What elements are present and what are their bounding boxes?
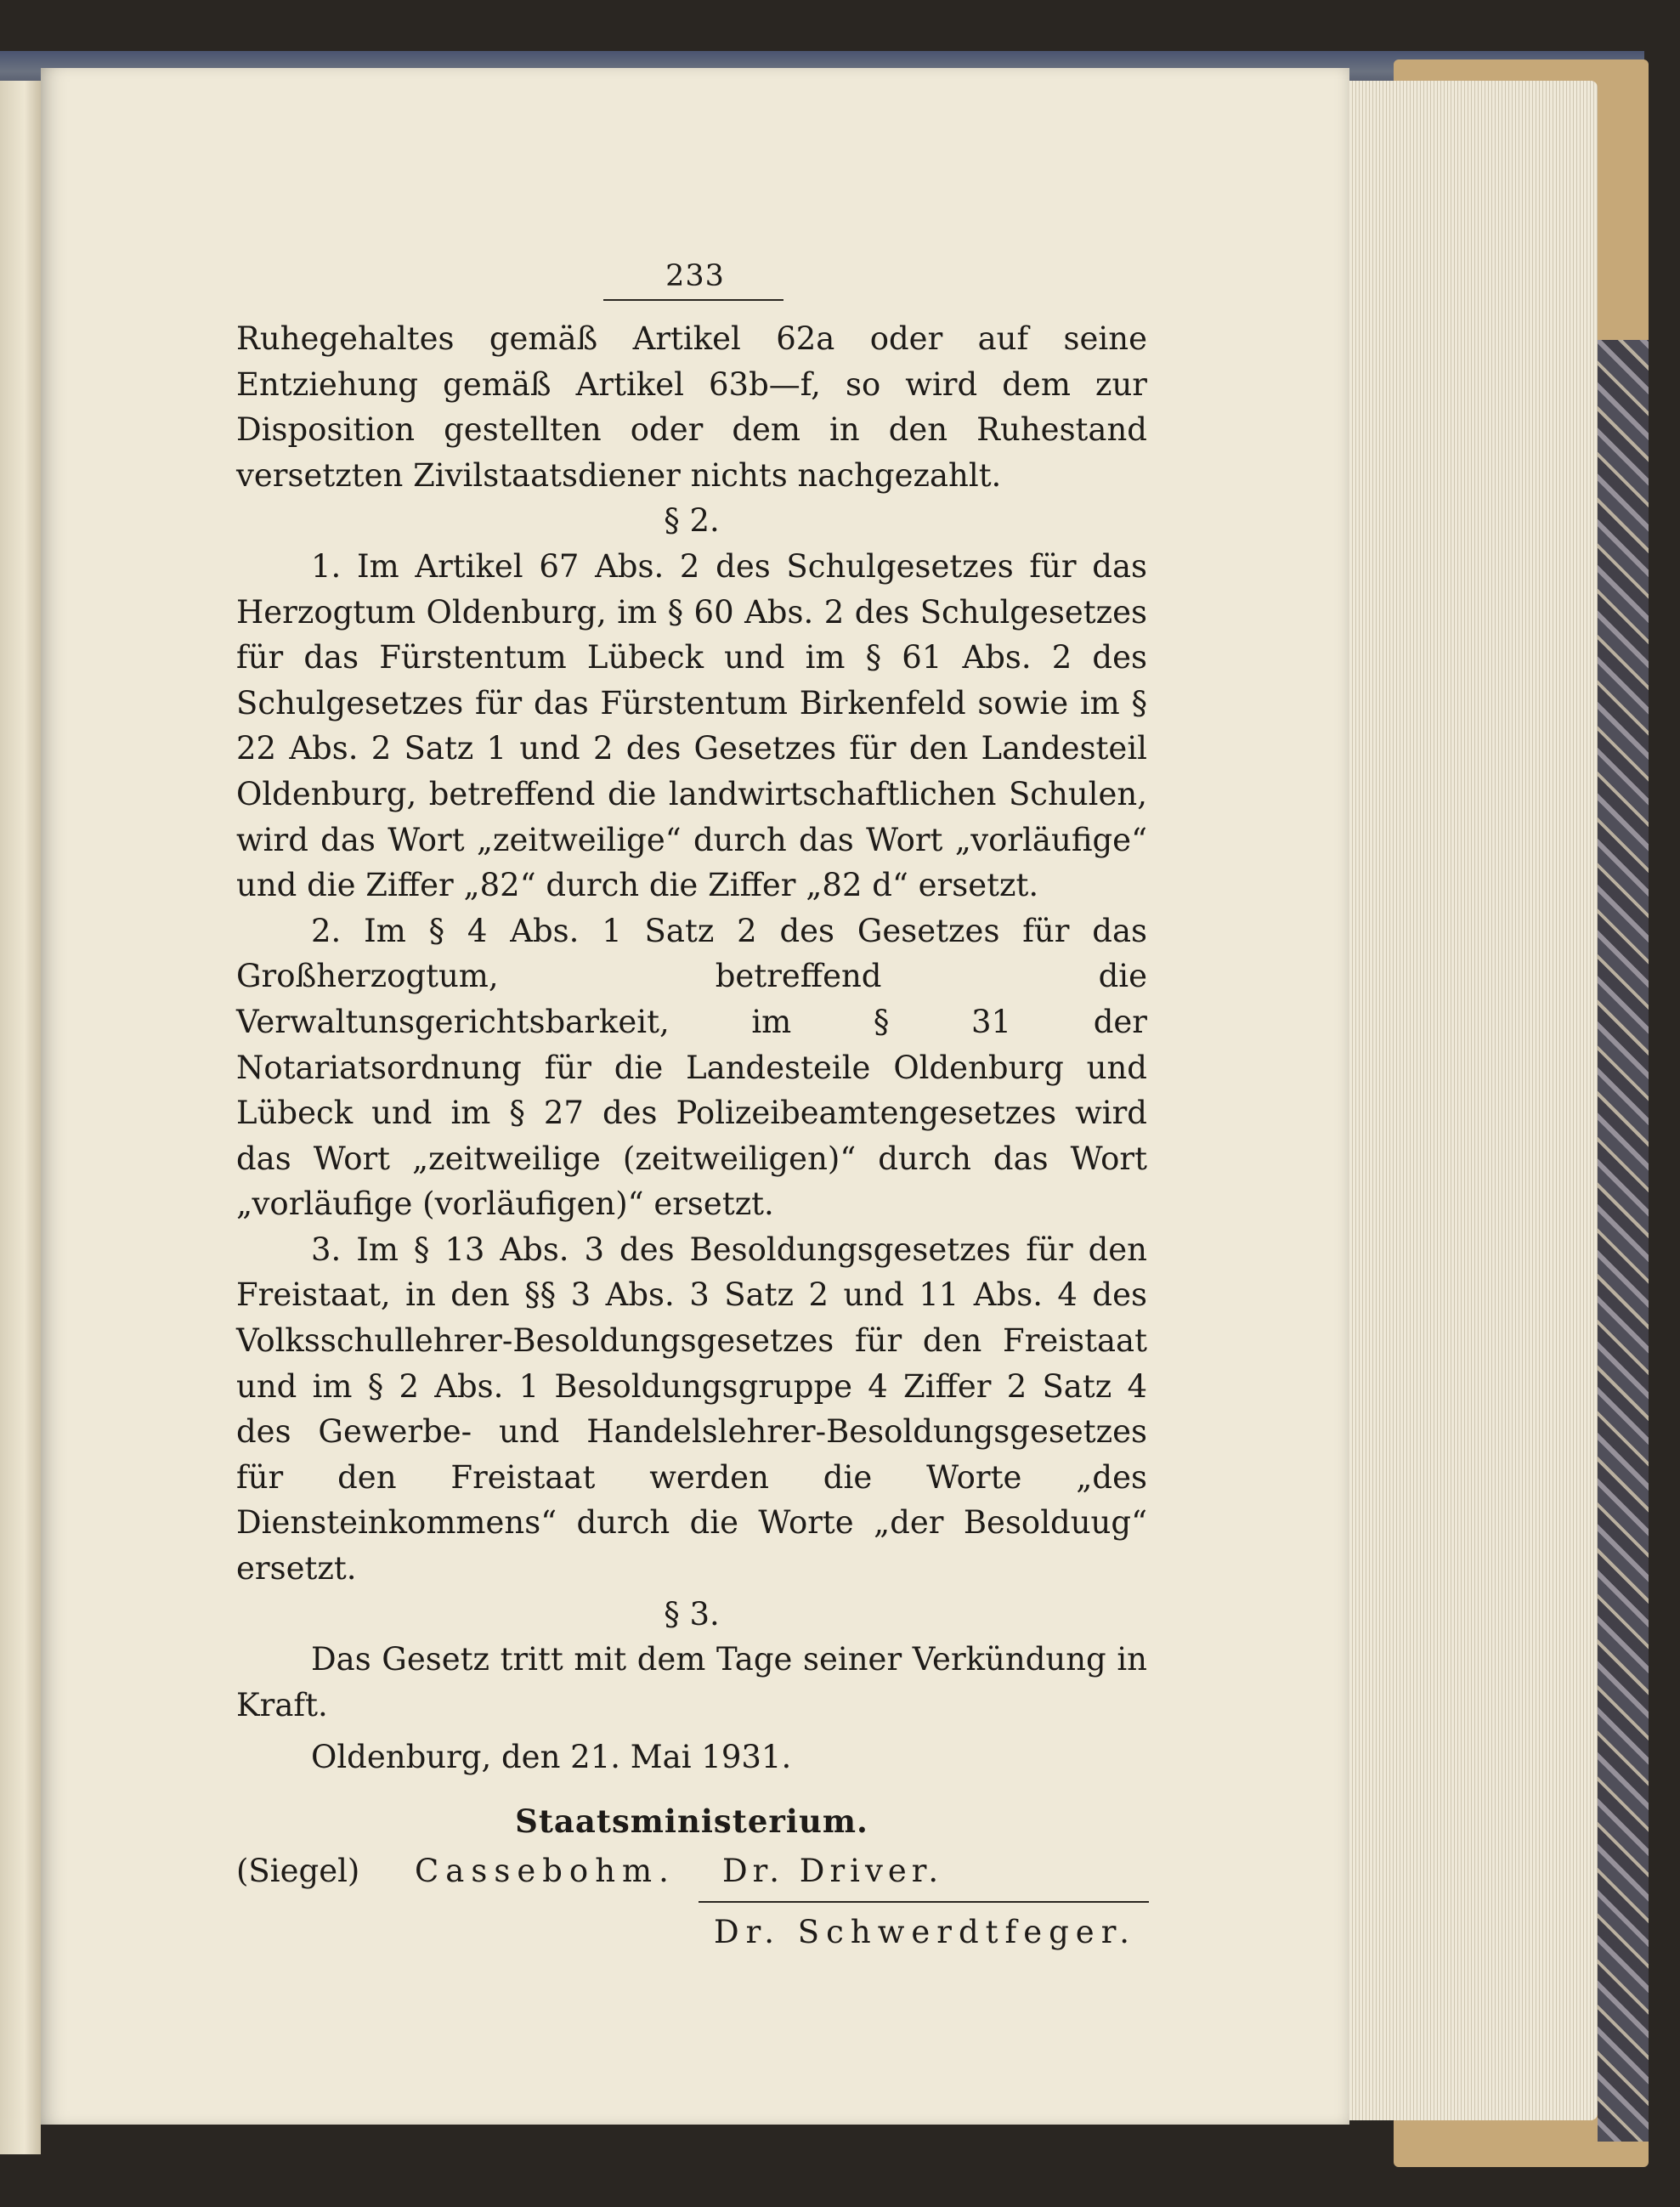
- paragraph-2-2: 2. Im § 4 Abs. 1 Satz 2 des Gesetzes für das Großherzogtum, betreffend die Verwaltunsgerichtsbarkeit, im § 31 der Notariatsordnung für die Landesteile Oldenburg und Lübeck und im § 27 des Polizeibeamtengesetzes wird das Wort „zeitweilige (zeitweiligen)“ durch das Wort „vorläufige (vorläufigen)“ ersetzt.: [236, 912, 1147, 1223]
- seal-text: (Siegel): [236, 1852, 360, 1889]
- section-heading-2: § 2.: [664, 502, 720, 540]
- page: [41, 68, 1349, 2125]
- signature-line: [236, 1848, 1147, 1898]
- signature-cassebohm: Cassebohm.: [415, 1852, 676, 1889]
- page-number: 233: [665, 259, 725, 293]
- paragraph-2-3: 3. Im § 13 Abs. 3 des Besoldungsgesetzes für den Freistaat, in den §§ 3 Abs. 3 Satz 2 und 11 Abs. 4 des Volksschullehrer-Besoldungsgesetzes für den Freistaat und im § 2 Abs. 1 Besoldungsgruppe 4 Ziffer 2 Satz 4 des Gewerbe- und Handelslehrer-Besoldungsgesetzes für den Freistaat werden die Worte „des Diensteinkommens“ durch die Worte „der Besolduug“ ersetzt.: [236, 1231, 1147, 1587]
- marbled-board: [1598, 340, 1649, 2142]
- paragraph-3-1: Das Gesetz tritt mit dem Tage seiner Verkündung in Kraft.: [236, 1641, 1147, 1723]
- paragraph-intro: Ruhegehaltes gemäß Artikel 62a oder auf seine Entziehung gemäß Artikel 63b—f, so wird dem zur Disposition gestellten oder dem in den Ruhestand versetzten Zivilstaatsdiener nichts nachgezahlt.: [236, 320, 1147, 494]
- section-heading-3: § 3.: [664, 1595, 720, 1633]
- signature-schwerdtfeger: Dr. Schwerdtfeger.: [714, 1914, 1137, 1950]
- signature-driver: Dr. Driver.: [722, 1852, 944, 1889]
- text-block: [236, 260, 1147, 1898]
- ministry-heading: Staatsministerium.: [515, 1802, 868, 1840]
- date-line: Oldenburg, den 21. Mai 1931.: [311, 1739, 792, 1776]
- left-page-edge: [0, 81, 41, 2154]
- paragraph-2-1: 1. Im Artikel 67 Abs. 2 des Schulgesetzes für das Herzogtum Oldenburg, im § 60 Abs. 2 des Schulgesetzes für das Fürstentum Lübeck und im § 61 Abs. 2 des Schulgesetzes für das Fürstentum Birkenfeld sowie im § 22 Abs. 2 Satz 1 und 2 des Gesetzes für den Landesteil Oldenburg, betreffend die landwirtschaftlichen Schulen, wird das Wort „zeitweilige“ durch das Wort „vorläufige“ und die Ziffer „82“ durch die Ziffer „82 d“ ersetzt.: [236, 547, 1147, 904]
- signature-rule: [699, 1901, 1149, 1903]
- page-edges: [1343, 81, 1598, 2120]
